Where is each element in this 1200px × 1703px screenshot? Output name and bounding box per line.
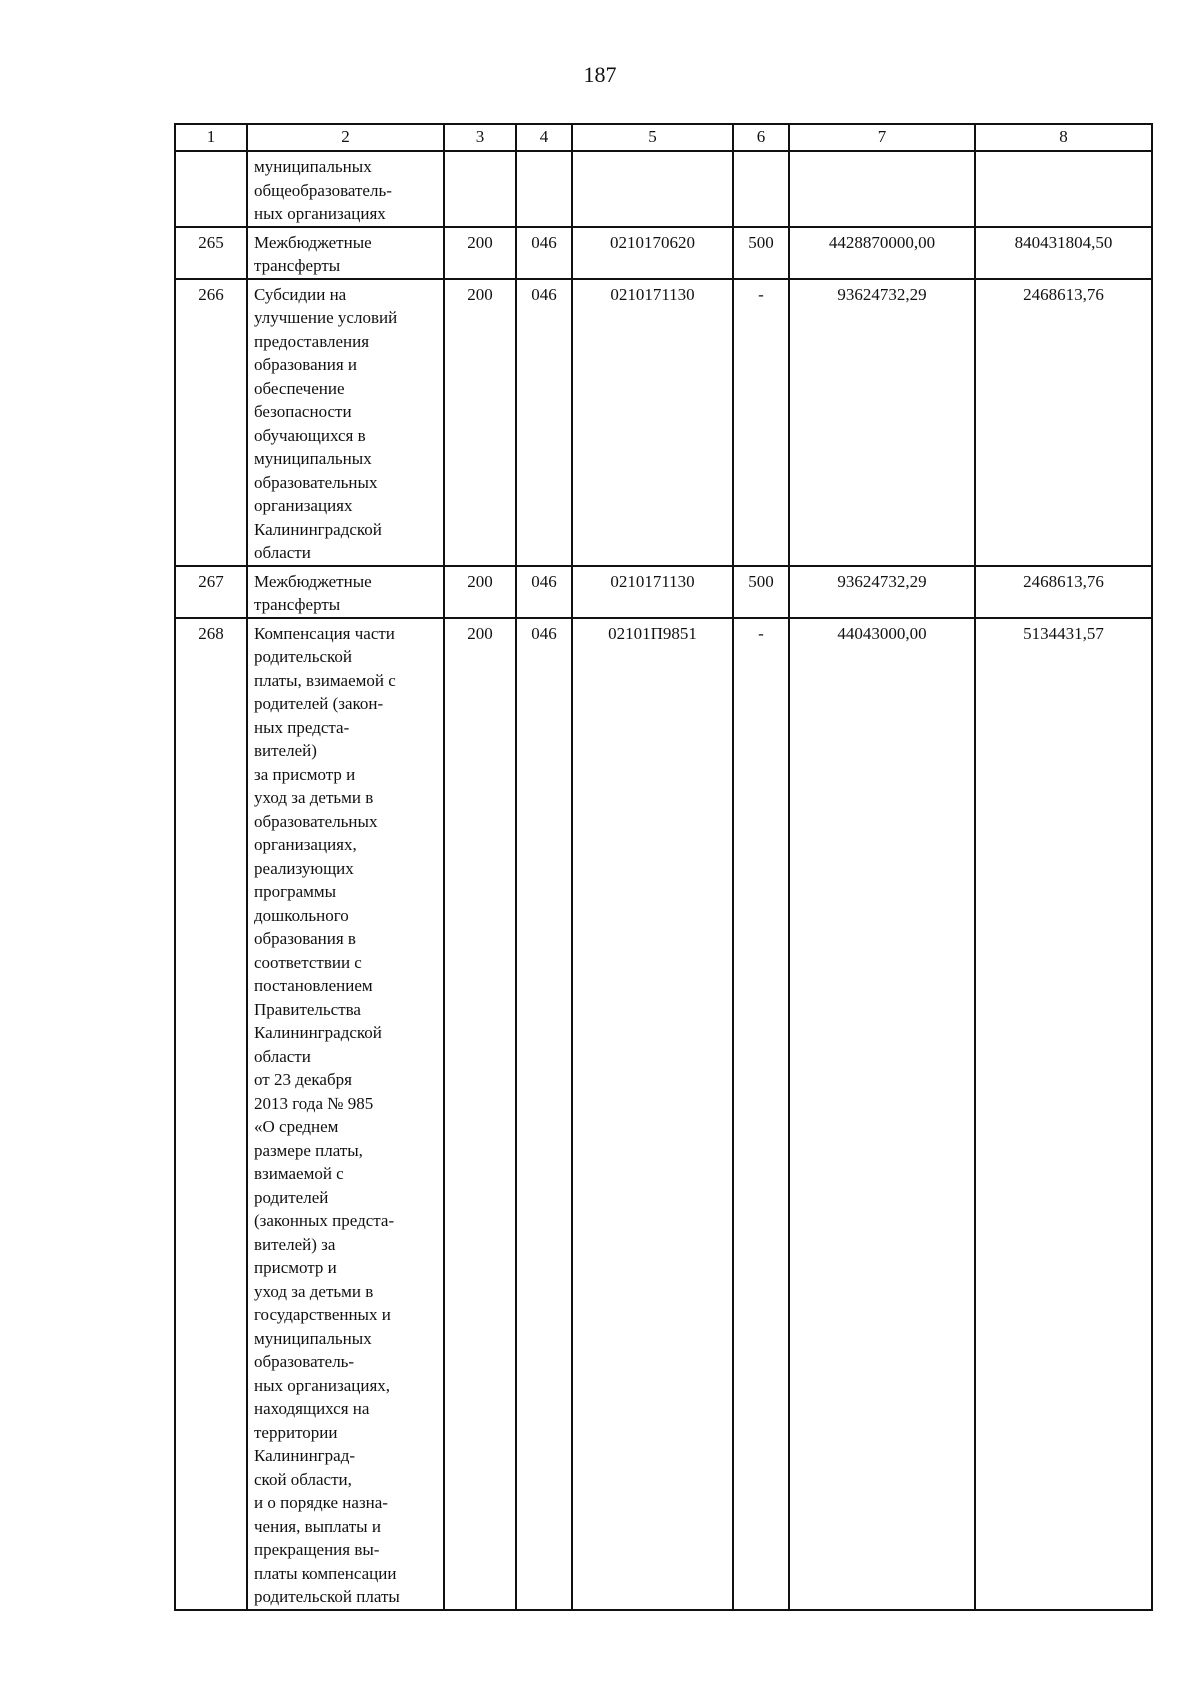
row-code-3: 200 (444, 618, 516, 1610)
row-name: Субсидии на улучшение условий предоставления образования и обеспечение безопасности обучающихся в муниципальных образовательных организациях Калининградской области (247, 279, 444, 566)
table-row (175, 227, 1152, 279)
column-header-7: 7 (789, 124, 975, 151)
row-amount-8: 840431804,50 (975, 227, 1152, 279)
row-expense-kind: 500 (733, 227, 789, 279)
row-code-4: 046 (516, 227, 572, 279)
row-expense-kind: - (733, 279, 789, 566)
row-code-4: 046 (516, 566, 572, 618)
row-target-article: 0210170620 (572, 227, 733, 279)
row-name: Межбюджетные трансферты (247, 227, 444, 279)
row-expense-kind: - (733, 618, 789, 1610)
row-amount-7: 4428870000,00 (789, 227, 975, 279)
table-row (175, 151, 1152, 227)
row-code-4: 046 (516, 279, 572, 566)
row-amount-7 (789, 151, 975, 227)
budget-table (174, 123, 1153, 1611)
row-code-4: 046 (516, 618, 572, 1610)
column-header-4: 4 (516, 124, 572, 151)
row-number: 265 (175, 227, 247, 279)
row-target-article: 0210171130 (572, 566, 733, 618)
table-row (175, 618, 1152, 1610)
row-name: Компенсация части родительской платы, взимаемой с родителей (закон- ных предста- вителей) за присмотр и уход за детьми в образовательных организациях, реализующих программы дошкольного образования в соответствии с постановлением Правительства Калининградской области от 23 декабря 2013 года № 985 «О среднем размере платы, взимаемой с родителей (законных предста- вителей) за присмотр и уход за детьми в государственных и муниципальных образователь- ных организациях, находящихся на территории Калининград- ской области, и о порядке назна- чения, выплаты и прекращения вы- платы компенсации родительской платы (247, 618, 444, 1610)
row-amount-8: 5134431,57 (975, 618, 1152, 1610)
table-row (175, 279, 1152, 566)
row-number (175, 151, 247, 227)
header-row (175, 124, 1152, 151)
row-amount-8 (975, 151, 1152, 227)
row-target-article: 02101П9851 (572, 618, 733, 1610)
row-code-4 (516, 151, 572, 227)
row-amount-7: 44043000,00 (789, 618, 975, 1610)
column-header-8: 8 (975, 124, 1152, 151)
column-header-5: 5 (572, 124, 733, 151)
row-target-article: 0210171130 (572, 279, 733, 566)
column-header-6: 6 (733, 124, 789, 151)
row-code-3 (444, 151, 516, 227)
row-amount-7: 93624732,29 (789, 279, 975, 566)
row-code-3: 200 (444, 279, 516, 566)
column-header-2: 2 (247, 124, 444, 151)
row-expense-kind: 500 (733, 566, 789, 618)
row-name: Межбюджетные трансферты (247, 566, 444, 618)
row-code-3: 200 (444, 566, 516, 618)
row-amount-7: 93624732,29 (789, 566, 975, 618)
row-code-3: 200 (444, 227, 516, 279)
page-number: 187 (583, 62, 617, 87)
row-target-article (572, 151, 733, 227)
column-header-1: 1 (175, 124, 247, 151)
row-number: 266 (175, 279, 247, 566)
table-row (175, 566, 1152, 618)
row-amount-8: 2468613,76 (975, 566, 1152, 618)
row-amount-8: 2468613,76 (975, 279, 1152, 566)
row-expense-kind (733, 151, 789, 227)
row-number: 267 (175, 566, 247, 618)
row-name: муниципальных общеобразователь- ных организациях (247, 151, 444, 227)
column-header-3: 3 (444, 124, 516, 151)
row-number: 268 (175, 618, 247, 1610)
